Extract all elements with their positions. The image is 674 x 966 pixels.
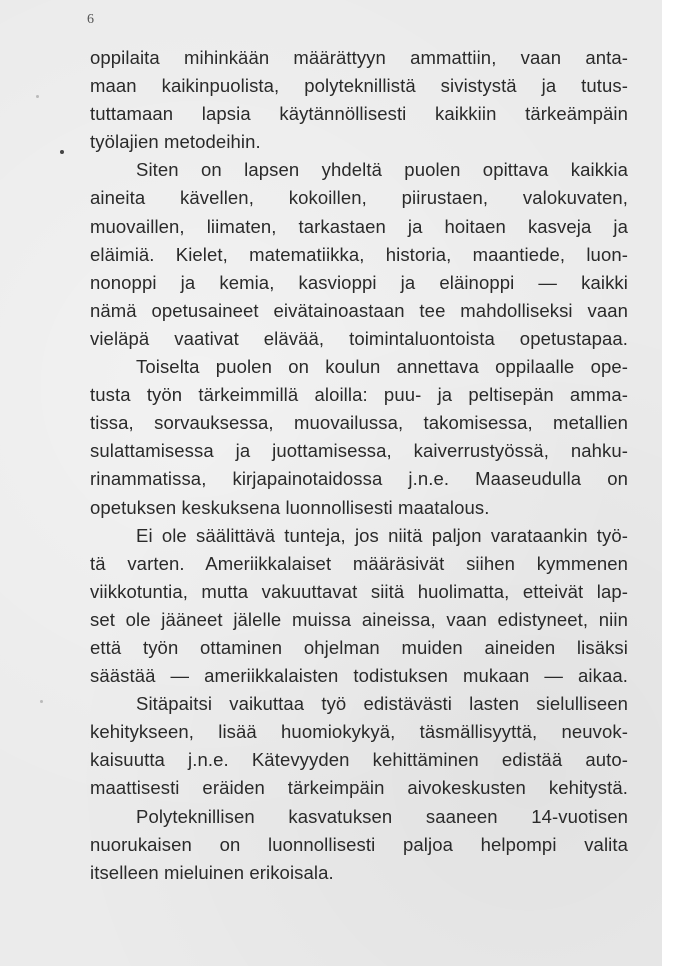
text-line: opetuksen keskuksena luonnollisesti maatalous.: [90, 496, 490, 518]
text-line: Ei ole säälittävä tunteja, jos niitä paljon varataankin työ-: [136, 524, 628, 546]
text-line: rinammatissa, kirjapainotaidossa j.n.e. Maaseudulla on: [90, 468, 628, 490]
text-line: viikkotuntia, mutta vakuuttavat siitä huolimatta, etteivät lap-: [90, 580, 628, 602]
text-line: Siten on lapsen yhdeltä puolen opittava kaikkia: [136, 159, 628, 181]
paper-speck: [36, 95, 39, 98]
page-number: 6: [87, 12, 94, 27]
text-line: itselleen mieluinen erikoisala.: [90, 861, 334, 883]
text-line: nonoppi ja kemia, kasvioppi ja eläinoppi — kaikki: [90, 271, 628, 293]
text-line: tusta työn tärkeimmillä aloilla: puu- ja peltisepän amma-: [90, 384, 628, 406]
page-edge: [662, 0, 674, 966]
text-line: vieläpä vaativat elävää, toimintaluontoista opetustapaa.: [90, 327, 628, 349]
text-line: tä varten. Ameriikkalaiset määräsivät siihen kymmenen: [90, 552, 628, 574]
text-line: tuttamaan lapsia käytännöllisesti kaikkiin tärkeämpäin: [90, 103, 628, 125]
text-line: työlajien metodeihin.: [90, 131, 261, 153]
margin-dot-mark: [60, 150, 64, 154]
text-line: Polyteknillisen kasvatuksen saaneen 14-vuotisen: [136, 805, 628, 827]
body-text: [90, 44, 628, 887]
text-line: maattisesti eräiden tärkeimpäin aivokeskusten kehitystä.: [90, 777, 628, 799]
text-line: säästää — ameriikkalaisten todistuksen mukaan — aikaa.: [90, 665, 628, 687]
text-line: kaisuutta j.n.e. Kätevyyden kehittäminen edistää auto-: [90, 749, 628, 771]
text-line: nuorukaisen on luonnollisesti paljoa helpompi valita: [90, 833, 628, 855]
text-line: maan kaikinpuolista, polyteknillistä sivistystä ja tutus-: [90, 75, 628, 97]
text-line: tissa, sorvauksessa, muovailussa, takomisessa, metallien: [90, 412, 628, 434]
text-line: nämä opetusaineet eivätainoastaan tee mahdolliseksi vaan: [90, 299, 628, 321]
text-line: set ole jääneet jälelle muissa aineissa, vaan edistyneet, niin: [90, 608, 628, 630]
text-line: aineita kävellen, kokoillen, piirustaen, valokuvaten,: [90, 187, 628, 209]
text-line: Sitäpaitsi vaikuttaa työ edistävästi lasten sielulliseen: [136, 693, 628, 715]
paper-speck: [40, 700, 43, 703]
text-line: oppilaita mihinkään määrättyyn ammattiin, vaan anta-: [90, 47, 628, 68]
text-line: eläimiä. Kielet, matematiikka, historia, maantiede, luon-: [90, 243, 628, 265]
text-line: muovaillen, liimaten, tarkastaen ja hoitaen kasveja ja: [90, 215, 628, 237]
text-line: sulattamisessa ja juottamisessa, kaiverrustyössä, nahku-: [90, 440, 628, 462]
text-line: että työn ottaminen ohjelman muiden aineiden lisäksi: [90, 636, 628, 658]
text-line: kehitykseen, lisää huomiokykyä, täsmällisyyttä, neuvok-: [90, 721, 628, 743]
text-line: Toiselta puolen on koulun annettava oppilaalle ope-: [136, 356, 628, 378]
